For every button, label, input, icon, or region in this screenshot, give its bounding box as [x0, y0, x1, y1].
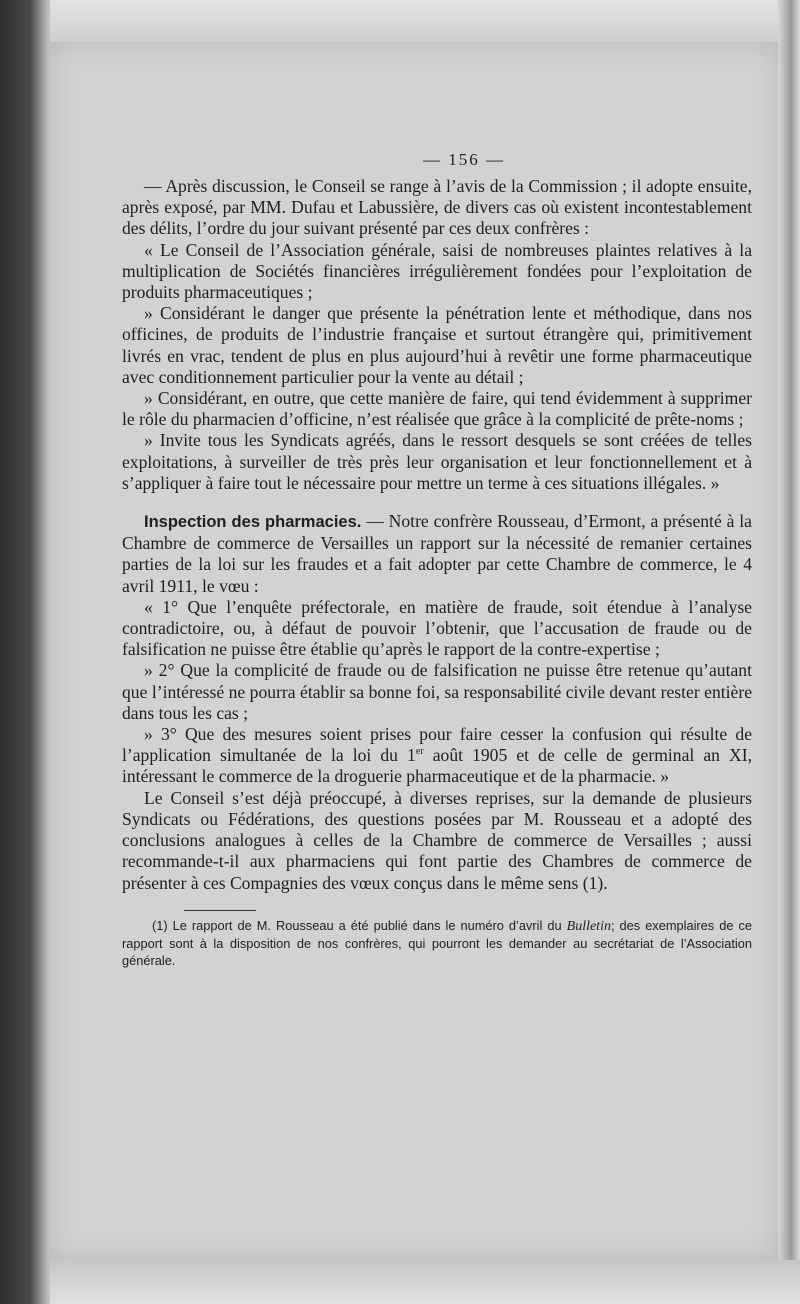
paragraph-considerant-danger: » Considérant le danger que présente la pénétration lente et méthodique, dans nos officines, de produits de l’industrie française et surtout étrangère qui, primitivement livrés en vrac, tendent de plus en plus aujourd’hui à revêtir une forme pharmaceutique avec conditionnement particulier pour la vente au détail ; — [122, 303, 752, 387]
voeu-item-3 — [122, 724, 752, 788]
section-intro-text: — Notre confrère Rousseau, d’Ermont, a présenté à la Chambre de commerce de Versailles un rapport sur la nécessité de remanier certaines parties de la loi sur les fraudes et a fait adopter par cette Chambre de commerce, le 4 avril 1911, le vœu : — [122, 511, 752, 596]
paragraph-invite: » Invite tous les Syndicats agréés, dans le ressort desquels se sont créées de telles exploitations, à surveiller de très près leur organisation et leur fonctionnellement et à s’appliquer à faire tout le nécessaire pour mettre un terme à ces situations illégales. » — [122, 430, 752, 493]
section-heading: Inspection des pharmacies. — [144, 513, 362, 532]
footnote-text-start: (1) Le rapport de M. Rousseau a été publié dans le numéro d’avril du — [152, 917, 567, 933]
paragraph-discussion: — Après discussion, le Conseil se range à l’avis de la Commission ; il adopte ensuite, après exposé, par MM. Dufau et Labussière, de divers cas où existent incontestablement des délits, l’ordre du jour suivant présenté par ces deux confrères : — [122, 176, 752, 239]
page-number: — 156 — — [423, 150, 505, 169]
voeu-item-3-superscript: er — [415, 746, 424, 758]
paragraph-considerant-outre: » Considérant, en outre, que cette manière de faire, qui tend évidemment à supprimer le rôle du pharmacien d’officine, n’est réalisée que grâce à la complicité de prête-noms ; — [122, 388, 752, 430]
footnote-bulletin-title: Bulletin — [566, 918, 611, 934]
section-intro-paragraph — [122, 511, 752, 597]
paragraph-conseil: « Le Conseil de l’Association générale, saisi de nombreuses plaintes relatives à la multiplication de Sociétés financières irrégulièrement fondées pour l’exploitation de produits pharmaceutiques ; — [122, 239, 752, 303]
page-edge-top — [50, 0, 800, 42]
voeu-item-3-text-end: août 1905 et de celle de germinal an XI, intéressant le commerce de la droguerie pharmaceutique et de la pharmacie. » — [122, 745, 753, 787]
section-gap — [122, 494, 752, 511]
voeu-item-1: « 1° Que l’enquête préfectorale, en matière de fraude, soit étendue à l’analyse contradictoire, ou, à défaut de pouvoir l’obtenir, que l’accusation de fraude ou de falsification ne puisse être établie qu’après le rapport de la contre-expertise ; — [122, 596, 752, 660]
footnote — [122, 917, 752, 969]
page-edge-bottom — [50, 1260, 800, 1304]
closing-paragraph: Le Conseil s’est déjà préoccupé, à diverses reprises, sur la demande de plusieurs Syndicats ou Fédérations, des questions posées par M. Rousseau et a adopté des conclusions analogues à celles de la Chambre de commerce de Versailles ; aussi recommande-t-il aux pharmaciens qui font partie des Chambres de commerce de présenter à ces Compagnies des vœux conçus dans le même sens (1). — [122, 787, 752, 893]
voeu-item-3-text-start: » 3° Que des mesures soient prises pour faire cesser la confusion qui résulte de l’application simultanée de la loi du 1 — [122, 724, 752, 766]
page-edge-right — [778, 0, 800, 1304]
footnote-text-end: ; des exemplaires de ce rapport sont à la disposition de nos confrères, qui pourront les demander au secrétariat de l’Association générale. — [122, 917, 752, 968]
voeu-item-2: » 2° Que la complicité de fraude ou de falsification ne puisse être retenue qu’autant que l’intéressé ne pourra établir sa bonne foi, sa responsabilité civile devant rester entière dans tous les cas ; — [122, 660, 752, 723]
page-content — [122, 64, 752, 969]
footnote-rule — [184, 910, 256, 911]
